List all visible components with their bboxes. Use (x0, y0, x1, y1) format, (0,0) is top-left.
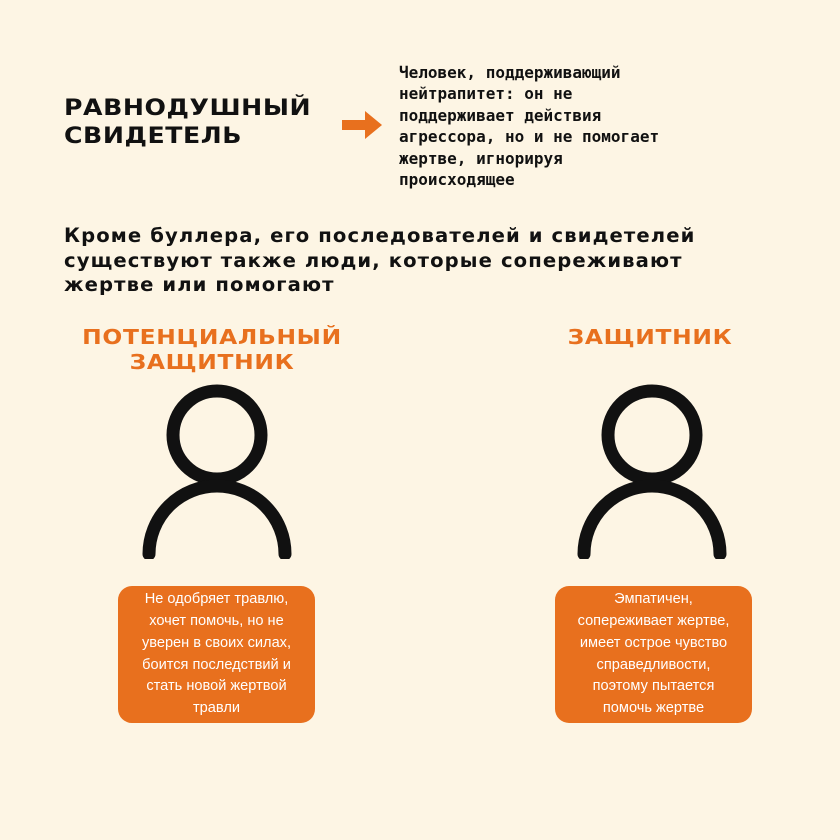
potential-defender-title (35, 325, 388, 375)
bystander-title-line-2: СВИДЕТЕЛЬ (64, 123, 243, 149)
intro-paragraph (64, 224, 784, 298)
bystander-definition (399, 62, 759, 190)
card-line: боится последствий и (142, 656, 291, 673)
role-title-line: ПОТЕНЦИАЛЬНЫЙ (82, 325, 342, 349)
person-icon (137, 384, 297, 559)
card-line: Не одобряет травлю, (144, 591, 289, 608)
definition-line: происходящее (399, 170, 515, 190)
card-line: поэтому пытается (592, 678, 715, 695)
card-line: стать новой жертвой (146, 678, 287, 695)
definition-line: жертве, игнорируя (399, 148, 563, 168)
bystander-title (64, 94, 389, 150)
bystander-title-line-1: РАВНОДУШНЫЙ (64, 95, 312, 121)
intro-line: Кроме буллера, его последователей и свидетелей (64, 224, 696, 247)
role-title-line: ЗАЩИТНИК (567, 325, 733, 349)
intro-line: существуют также люди, которые сопереживают (64, 248, 683, 272)
defender-card (555, 586, 752, 723)
defender-title (490, 325, 809, 350)
card-line: травли (192, 700, 240, 717)
card-line: Эмпатичен, (614, 591, 693, 608)
potential-defender-card (118, 586, 315, 723)
definition-line: поддерживает действия (399, 105, 602, 125)
definition-line: нейтрапитет: он не (399, 84, 573, 104)
card-line: помочь жертве (602, 700, 705, 717)
role-title-line: ЗАЩИТНИК (129, 350, 295, 374)
card-line: имеет острое чувство (579, 634, 728, 651)
card-line: хочет помочь, но не (149, 612, 284, 629)
card-line: сопереживает жертве, (577, 612, 730, 629)
person-icon (572, 384, 732, 559)
card-line: уверен в своих силах, (141, 634, 292, 651)
intro-line: жертве или помогают (64, 273, 335, 296)
card-line: справедливости, (596, 656, 711, 673)
definition-line: агрессора, но и не помогает (399, 127, 660, 147)
arrow-right-icon (342, 110, 382, 140)
definition-line: Человек, поддерживающий (399, 63, 621, 82)
